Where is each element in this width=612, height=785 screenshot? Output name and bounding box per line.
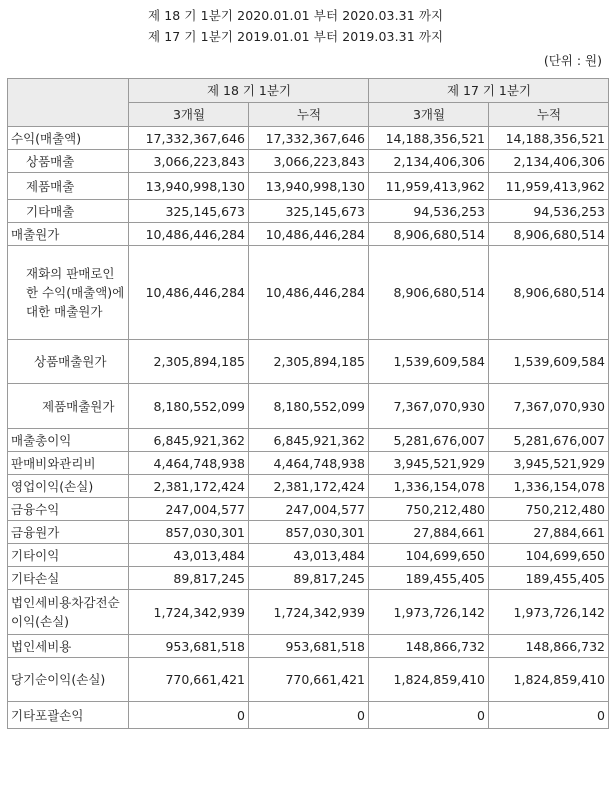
row-label: 금융수익 — [8, 498, 129, 521]
table-row — [8, 475, 609, 498]
value-cell: 953,681,518 — [249, 635, 369, 658]
value-cell: 6,845,921,362 — [129, 429, 249, 452]
table-row — [8, 384, 609, 429]
header-current-3m: 3개월 — [129, 103, 249, 127]
value-cell: 0 — [249, 702, 369, 729]
value-cell: 10,486,446,284 — [249, 246, 369, 340]
table-row — [8, 635, 609, 658]
row-label: 수익(매출액) — [8, 127, 129, 150]
row-label: 판매비와관리비 — [8, 452, 129, 475]
row-label: 금융원가 — [8, 521, 129, 544]
header-blank — [8, 79, 129, 127]
value-cell: 1,724,342,939 — [249, 590, 369, 635]
table-row — [8, 429, 609, 452]
row-label: 기타매출 — [8, 200, 129, 223]
value-cell: 7,367,070,930 — [489, 384, 609, 429]
row-label: 당기순이익(손실) — [8, 658, 129, 702]
value-cell: 3,945,521,929 — [369, 452, 489, 475]
value-cell: 189,455,405 — [369, 567, 489, 590]
table-row — [8, 127, 609, 150]
value-cell: 11,959,413,962 — [489, 173, 609, 200]
value-cell: 0 — [489, 702, 609, 729]
row-label: 법인세비용 — [8, 635, 129, 658]
table-row — [8, 544, 609, 567]
value-cell: 8,180,552,099 — [129, 384, 249, 429]
value-cell: 94,536,253 — [369, 200, 489, 223]
value-cell: 1,539,609,584 — [489, 340, 609, 384]
value-cell: 148,866,732 — [489, 635, 609, 658]
value-cell: 1,973,726,142 — [489, 590, 609, 635]
row-label: 기타손실 — [8, 567, 129, 590]
unit-note: (단위 : 원) — [543, 53, 602, 68]
value-cell: 104,699,650 — [369, 544, 489, 567]
table-row — [8, 658, 609, 702]
table-row — [8, 567, 609, 590]
table-row — [8, 702, 609, 729]
table-row — [8, 246, 609, 340]
row-label: 상품매출원가 — [8, 340, 129, 384]
table-row — [8, 498, 609, 521]
row-label: 매출총이익 — [8, 429, 129, 452]
value-cell: 770,661,421 — [249, 658, 369, 702]
value-cell: 14,188,356,521 — [369, 127, 489, 150]
table-row — [8, 521, 609, 544]
value-cell: 94,536,253 — [489, 200, 609, 223]
table-row — [8, 223, 609, 246]
row-label: 기타이익 — [8, 544, 129, 567]
table-row — [8, 173, 609, 200]
row-label: 영업이익(손실) — [8, 475, 129, 498]
row-label: 제품매출원가 — [8, 384, 129, 429]
value-cell: 3,066,223,843 — [249, 150, 369, 173]
value-cell: 8,906,680,514 — [369, 223, 489, 246]
value-cell: 5,281,676,007 — [489, 429, 609, 452]
header-current-cum: 누적 — [249, 103, 369, 127]
table-row — [8, 340, 609, 384]
value-cell: 4,464,748,938 — [129, 452, 249, 475]
value-cell: 11,959,413,962 — [369, 173, 489, 200]
value-cell: 1,824,859,410 — [489, 658, 609, 702]
value-cell: 2,134,406,306 — [369, 150, 489, 173]
value-cell: 43,013,484 — [249, 544, 369, 567]
table-row — [8, 452, 609, 475]
value-cell: 2,134,406,306 — [489, 150, 609, 173]
value-cell: 10,486,446,284 — [129, 246, 249, 340]
value-cell: 13,940,998,130 — [129, 173, 249, 200]
table-row — [8, 150, 609, 173]
value-cell: 10,486,446,284 — [129, 223, 249, 246]
value-cell: 2,305,894,185 — [129, 340, 249, 384]
value-cell: 750,212,480 — [369, 498, 489, 521]
header-prior-cum: 누적 — [489, 103, 609, 127]
table-row — [8, 200, 609, 223]
value-cell: 2,381,172,424 — [249, 475, 369, 498]
period-prior: 제 17 기 1분기 2019.01.01 부터 2019.03.31 까지 — [148, 29, 444, 44]
table-row — [8, 590, 609, 635]
value-cell: 189,455,405 — [489, 567, 609, 590]
value-cell: 1,824,859,410 — [369, 658, 489, 702]
value-cell: 8,906,680,514 — [489, 223, 609, 246]
header-current-period: 제 18 기 1분기 — [129, 79, 369, 103]
value-cell: 27,884,661 — [369, 521, 489, 544]
row-label: 제품매출 — [8, 173, 129, 200]
value-cell: 13,940,998,130 — [249, 173, 369, 200]
value-cell: 89,817,245 — [129, 567, 249, 590]
value-cell: 1,539,609,584 — [369, 340, 489, 384]
value-cell: 857,030,301 — [129, 521, 249, 544]
value-cell: 1,973,726,142 — [369, 590, 489, 635]
value-cell: 4,464,748,938 — [249, 452, 369, 475]
value-cell: 1,724,342,939 — [129, 590, 249, 635]
row-label: 상품매출 — [8, 150, 129, 173]
value-cell: 325,145,673 — [249, 200, 369, 223]
value-cell: 1,336,154,078 — [489, 475, 609, 498]
value-cell: 857,030,301 — [249, 521, 369, 544]
value-cell: 89,817,245 — [249, 567, 369, 590]
value-cell: 14,188,356,521 — [489, 127, 609, 150]
value-cell: 8,180,552,099 — [249, 384, 369, 429]
value-cell: 750,212,480 — [489, 498, 609, 521]
income-statement-table — [7, 78, 609, 729]
value-cell: 3,066,223,843 — [129, 150, 249, 173]
value-cell: 2,305,894,185 — [249, 340, 369, 384]
value-cell: 6,845,921,362 — [249, 429, 369, 452]
value-cell: 43,013,484 — [129, 544, 249, 567]
value-cell: 247,004,577 — [129, 498, 249, 521]
value-cell: 148,866,732 — [369, 635, 489, 658]
value-cell: 3,945,521,929 — [489, 452, 609, 475]
value-cell: 953,681,518 — [129, 635, 249, 658]
value-cell: 17,332,367,646 — [249, 127, 369, 150]
value-cell: 2,381,172,424 — [129, 475, 249, 498]
value-cell: 247,004,577 — [249, 498, 369, 521]
row-label: 매출원가 — [8, 223, 129, 246]
value-cell: 0 — [129, 702, 249, 729]
value-cell: 17,332,367,646 — [129, 127, 249, 150]
value-cell: 0 — [369, 702, 489, 729]
value-cell: 27,884,661 — [489, 521, 609, 544]
value-cell: 5,281,676,007 — [369, 429, 489, 452]
row-label: 기타포괄손익 — [8, 702, 129, 729]
header-prior-period: 제 17 기 1분기 — [369, 79, 609, 103]
row-label: 재화의 판매로인한 수익(매출액)에 대한 매출원가 — [8, 246, 129, 340]
value-cell: 325,145,673 — [129, 200, 249, 223]
value-cell: 104,699,650 — [489, 544, 609, 567]
header-prior-3m: 3개월 — [369, 103, 489, 127]
value-cell: 1,336,154,078 — [369, 475, 489, 498]
row-label: 법인세비용차감전순이익(손실) — [8, 590, 129, 635]
value-cell: 7,367,070,930 — [369, 384, 489, 429]
value-cell: 770,661,421 — [129, 658, 249, 702]
period-current: 제 18 기 1분기 2020.01.01 부터 2020.03.31 까지 — [148, 8, 444, 23]
value-cell: 8,906,680,514 — [369, 246, 489, 340]
value-cell: 8,906,680,514 — [489, 246, 609, 340]
value-cell: 10,486,446,284 — [249, 223, 369, 246]
